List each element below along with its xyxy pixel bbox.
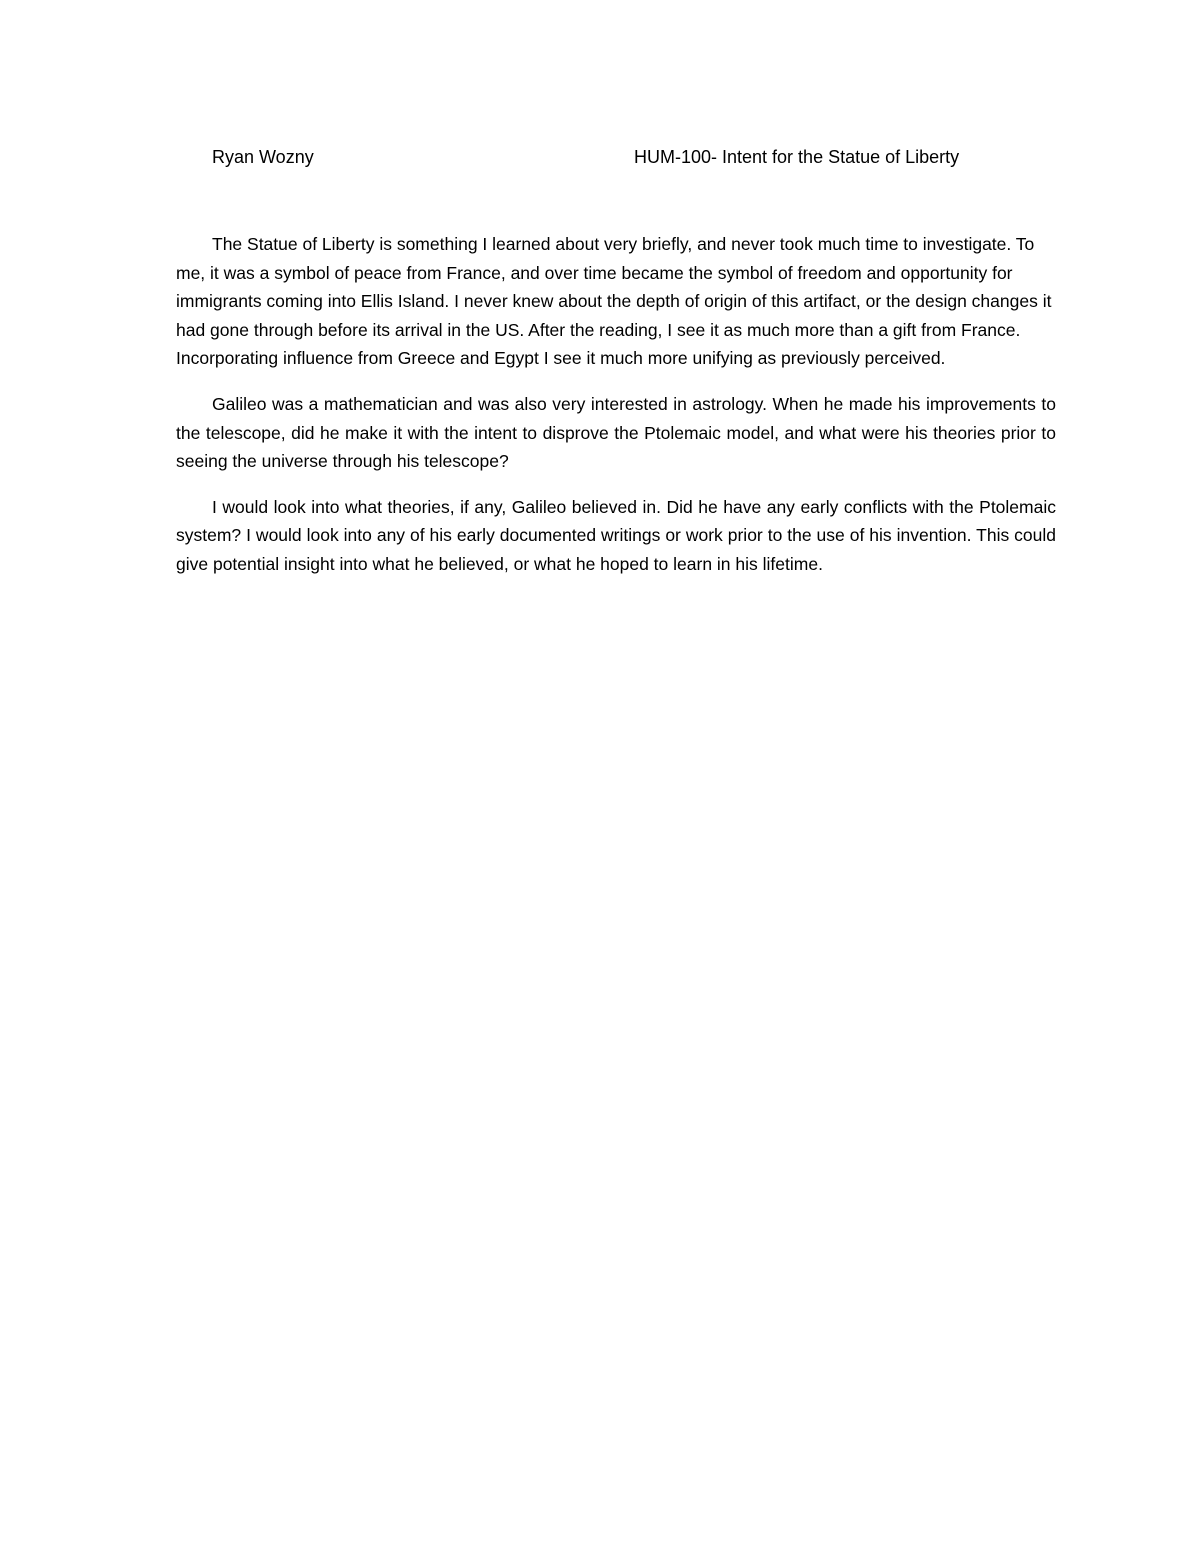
author-name: Ryan Wozny bbox=[212, 147, 314, 167]
paragraph-1: The Statue of Liberty is something I learned about very briefly, and never took much time to investigate. To me, it was a symbol of peace from France, and over time became the symbol of freedom and opportunity for immigrants coming into Ellis Island. I never knew about the depth of origin of this artifact, or the design changes it had gone through before its arrival in the US. After the reading, I see it as much more than a gift from France. Incorporating influence from Greece and Egypt I see it much more unifying as previously perceived. bbox=[176, 234, 1052, 369]
document-body bbox=[176, 230, 1056, 596]
document-title: HUM-100- Intent for the Statue of Liberty bbox=[634, 147, 960, 167]
paragraph-3: I would look into what theories, if any, Galileo believed in. Did he have any early conflicts with the Ptolemaic system? I would look into any of his early documented writings or work prior to the use of his invention. This could give potential insight into what he believed, or what he hoped to learn in his lifetime. bbox=[176, 496, 1056, 574]
paragraph-2: Galileo was a mathematician and was also very interested in astrology. When he made his improvements to the telescope, did he make it with the intent to disprove the Ptolemaic model, and what were his theories prior to seeing the universe through his telescope? bbox=[176, 393, 1056, 472]
